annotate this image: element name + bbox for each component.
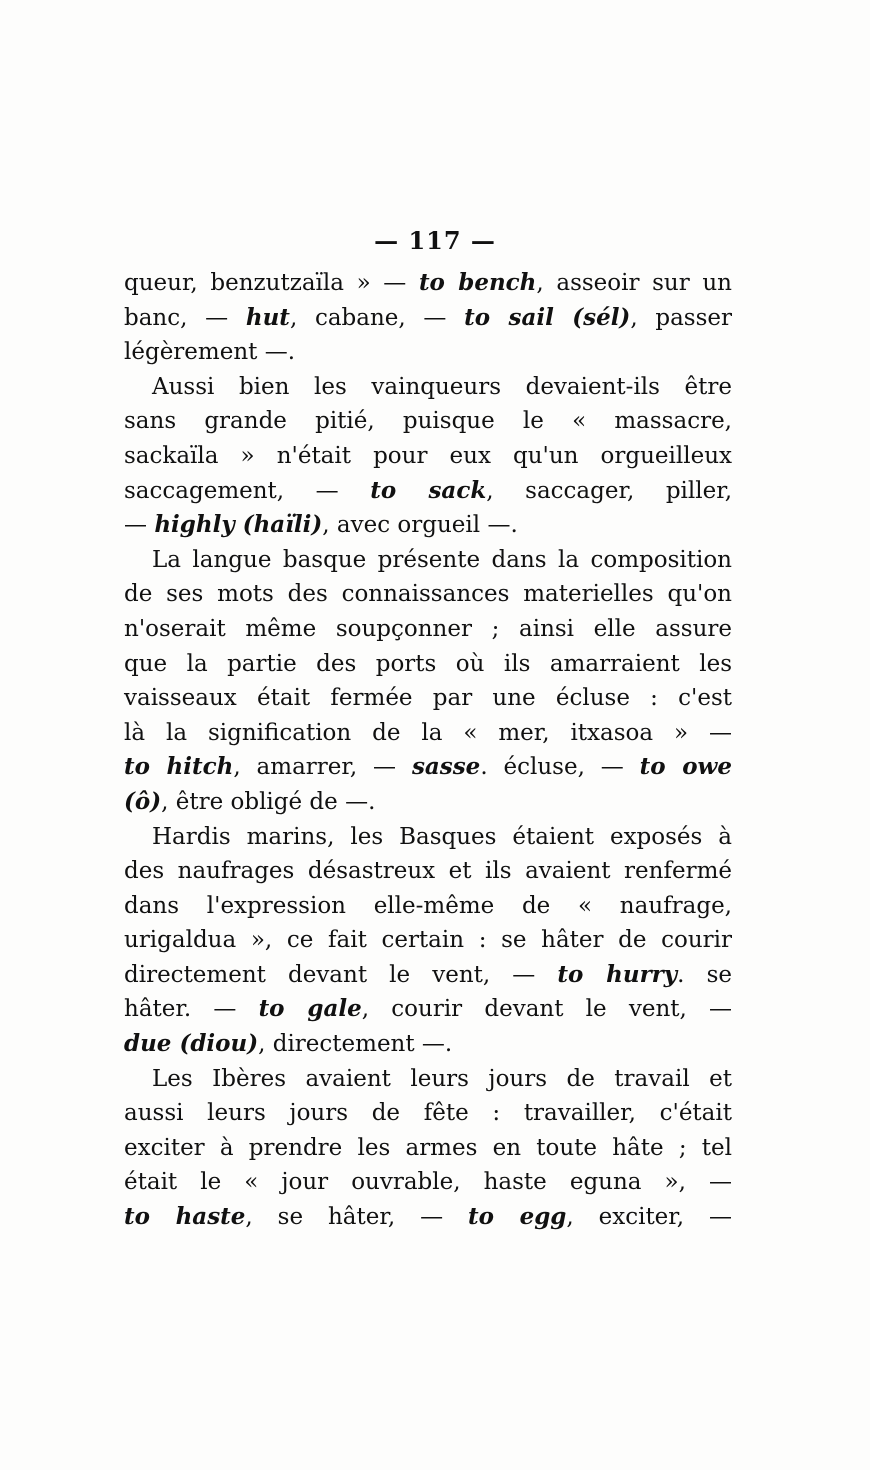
text-line: hâter. — to gale, courir devant le vent, — — [124, 995, 733, 1023]
paragraph-start-line: La langue basque présente dans la composition — [152, 546, 732, 573]
text-line: sans grande pitié, puisque le « massacre, — [124, 408, 732, 435]
page-number: — 117 — — [374, 226, 496, 255]
text-line: des naufrages désastreux et ils avaient renfermé — [124, 858, 732, 885]
text-line: (ô), être obligé de —. — [124, 787, 376, 815]
text-line: to hitch, amarrer, — sasse. écluse, — to owe — [124, 753, 732, 781]
text-line: était le « jour ouvrable, haste eguna », — — [124, 1169, 732, 1196]
text-line: urigaldua », ce fait certain : se hâter de courir — [124, 927, 732, 954]
text-line: que la partie des ports où ils amarraient les — [124, 650, 732, 677]
text-line: là la signification de la « mer, itxasoa » — — [124, 719, 732, 746]
text-line: due (diou), directement —. — [124, 1030, 453, 1058]
text-line: de ses mots des connaissances materielles qu'on — [124, 581, 732, 608]
text-line: légèrement —. — [124, 339, 296, 366]
text-line: exciter à prendre les armes en toute hâte ; tel — [124, 1134, 732, 1161]
text-line: to haste, se hâter, — to egg, exciter, — — [124, 1203, 732, 1231]
text-line: banc, — hut, cabane, — to sail (sél), passer — [124, 303, 732, 331]
text-line: aussi leurs jours de fête : travailler, c'était — [124, 1100, 732, 1127]
text-line: vaisseaux était fermée par une écluse : c'est — [124, 685, 732, 712]
paragraph-start-line: Aussi bien les vainqueurs devaient-ils être — [152, 373, 732, 400]
text-line: n'oserait même soupçonner ; ainsi elle assure — [124, 615, 732, 642]
body-text — [124, 266, 732, 1235]
text-line: saccagement, — to sack, saccager, piller, — [124, 476, 733, 504]
text-line: directement devant le vent, — to hurry. se — [124, 960, 732, 988]
text-line: dans l'expression elle-même de « naufrage, — [124, 892, 732, 919]
paragraph-start-line: Les Ibères avaient leurs jours de travail et — [152, 1065, 732, 1092]
text-line: sackaïla » n'était pour eux qu'un orgueilleux — [124, 442, 732, 469]
paragraph-start-line: Hardis marins, les Basques étaient exposés à — [152, 823, 732, 850]
text-line: — highly (haïli), avec orgueil —. — [124, 511, 518, 539]
text-line: queur, benzutzaïla » — to bench, asseoir sur un — [124, 269, 732, 296]
